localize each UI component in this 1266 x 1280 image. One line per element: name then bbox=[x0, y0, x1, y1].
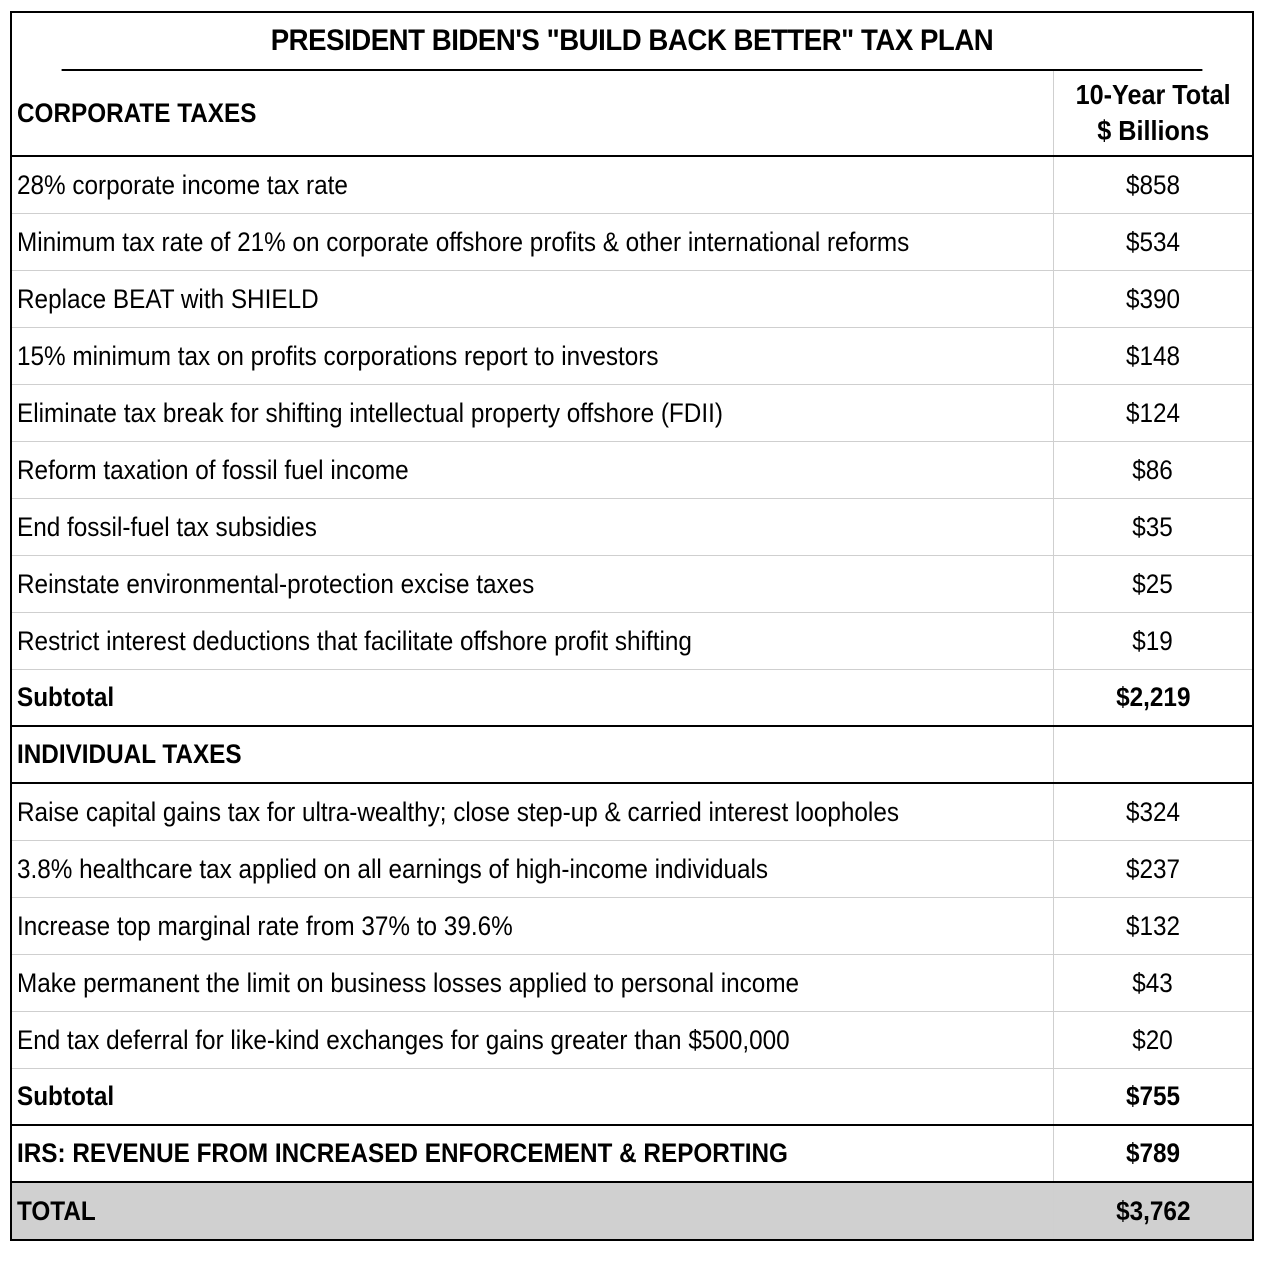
row-value bbox=[1054, 442, 1252, 498]
header-row bbox=[12, 71, 1252, 157]
row-value-text: $86 bbox=[1132, 454, 1174, 485]
table-row bbox=[12, 898, 1252, 955]
row-value-text: $858 bbox=[1125, 169, 1181, 200]
subtotal-value bbox=[1054, 670, 1252, 725]
row-value-text: $390 bbox=[1125, 283, 1181, 314]
row-label-text: Restrict interest deductions that facilitate offshore profit shifting bbox=[17, 625, 692, 656]
irs-value-text: $789 bbox=[1125, 1138, 1181, 1168]
row-label bbox=[12, 442, 1054, 498]
irs-row bbox=[12, 1126, 1252, 1183]
table-row bbox=[12, 499, 1252, 556]
row-label-text: Make permanent the limit on business losses applied to personal income bbox=[17, 967, 800, 998]
irs-label-text: IRS: REVENUE FROM INCREASED ENFORCEMENT & REPORTING bbox=[17, 1138, 788, 1168]
row-label bbox=[12, 841, 1054, 897]
subtotal-label bbox=[12, 1069, 1054, 1124]
table-row bbox=[12, 556, 1252, 613]
row-value-text: $20 bbox=[1132, 1024, 1174, 1055]
row-value bbox=[1054, 157, 1252, 213]
row-value-text: $35 bbox=[1132, 511, 1174, 542]
row-label bbox=[12, 613, 1054, 669]
individual-section-row bbox=[12, 727, 1252, 784]
row-value bbox=[1054, 1012, 1252, 1068]
row-value bbox=[1054, 328, 1252, 384]
table-row bbox=[12, 328, 1252, 385]
row-label bbox=[12, 214, 1054, 270]
row-label bbox=[12, 1012, 1054, 1068]
irs-label bbox=[12, 1126, 1054, 1181]
row-value bbox=[1054, 271, 1252, 327]
subtotal-value-text: $755 bbox=[1125, 1081, 1181, 1111]
subtotal-label-text: Subtotal bbox=[17, 682, 115, 712]
subtotal-label-text: Subtotal bbox=[17, 1081, 115, 1111]
table-title: PRESIDENT BIDEN'S "BUILD BACK BETTER" TAX PLAN bbox=[62, 13, 1203, 71]
total-value-text: $3,762 bbox=[1115, 1195, 1191, 1226]
row-label bbox=[12, 955, 1054, 1011]
row-value-text: $19 bbox=[1132, 625, 1174, 656]
row-label bbox=[12, 499, 1054, 555]
column-header-line1: 10-Year Total bbox=[1075, 79, 1231, 110]
row-label-text: Replace BEAT with SHIELD bbox=[17, 283, 319, 314]
empty-value-cell bbox=[1054, 727, 1252, 782]
row-label bbox=[12, 556, 1054, 612]
row-value-text: $43 bbox=[1132, 967, 1174, 998]
corporate-section-heading-text: CORPORATE TAXES bbox=[17, 97, 257, 128]
row-value-text: $148 bbox=[1125, 340, 1181, 371]
row-label-text: End tax deferral for like-kind exchanges for gains greater than $500,000 bbox=[17, 1024, 790, 1055]
row-value bbox=[1054, 898, 1252, 954]
tax-plan-table bbox=[10, 11, 1254, 1241]
row-label bbox=[12, 784, 1054, 840]
table-row bbox=[12, 157, 1252, 214]
row-value-text: $132 bbox=[1125, 910, 1181, 941]
row-value-text: $25 bbox=[1132, 568, 1174, 599]
row-label-text: Minimum tax rate of 21% on corporate offshore profits & other international reforms bbox=[17, 226, 910, 257]
total-value bbox=[1054, 1183, 1252, 1239]
individual-section-heading bbox=[12, 727, 1054, 782]
column-header-line2: $ Billions bbox=[1096, 115, 1210, 146]
row-label bbox=[12, 157, 1054, 213]
row-value bbox=[1054, 385, 1252, 441]
row-value-text: $124 bbox=[1125, 397, 1181, 428]
row-label-text: Reinstate environmental-protection excise taxes bbox=[17, 568, 535, 599]
table-row bbox=[12, 955, 1252, 1012]
row-label-text: Eliminate tax break for shifting intellectual property offshore (FDII) bbox=[17, 397, 723, 428]
row-label-text: End fossil-fuel tax subsidies bbox=[17, 511, 317, 542]
table-row bbox=[12, 1012, 1252, 1069]
total-label bbox=[12, 1183, 1054, 1239]
row-value-text: $534 bbox=[1125, 226, 1181, 257]
table-row bbox=[12, 442, 1252, 499]
row-label-text: 15% minimum tax on profits corporations report to investors bbox=[17, 340, 659, 371]
table-row bbox=[12, 214, 1252, 271]
table-row bbox=[12, 784, 1252, 841]
row-label bbox=[12, 328, 1054, 384]
subtotal-value-text: $2,219 bbox=[1115, 682, 1191, 712]
table-row bbox=[12, 613, 1252, 670]
individual-section-heading-text: INDIVIDUAL TAXES bbox=[17, 739, 242, 769]
row-value bbox=[1054, 499, 1252, 555]
row-value bbox=[1054, 841, 1252, 897]
corporate-subtotal-row bbox=[12, 670, 1252, 727]
row-value bbox=[1054, 955, 1252, 1011]
subtotal-label bbox=[12, 670, 1054, 725]
row-label-text: Increase top marginal rate from 37% to 39.6% bbox=[17, 910, 513, 941]
table-row bbox=[12, 385, 1252, 442]
row-value bbox=[1054, 214, 1252, 270]
corporate-section-heading bbox=[12, 71, 1054, 155]
row-value-text: $324 bbox=[1125, 796, 1181, 827]
row-label bbox=[12, 271, 1054, 327]
row-label-text: Raise capital gains tax for ultra-wealthy; close step-up & carried interest loopholes bbox=[17, 796, 899, 827]
row-value-text: $237 bbox=[1125, 853, 1181, 884]
row-value bbox=[1054, 613, 1252, 669]
row-label-text: Reform taxation of fossil fuel income bbox=[17, 454, 409, 485]
row-value bbox=[1054, 784, 1252, 840]
total-row bbox=[12, 1183, 1252, 1239]
column-header bbox=[1054, 71, 1252, 155]
table-row bbox=[12, 841, 1252, 898]
row-label-text: 3.8% healthcare tax applied on all earnings of high-income individuals bbox=[17, 853, 769, 884]
irs-value bbox=[1054, 1126, 1252, 1181]
table-row bbox=[12, 271, 1252, 328]
row-label bbox=[12, 898, 1054, 954]
individual-subtotal-row bbox=[12, 1069, 1252, 1126]
total-label-text: TOTAL bbox=[17, 1195, 96, 1226]
row-label bbox=[12, 385, 1054, 441]
row-label-text: 28% corporate income tax rate bbox=[17, 169, 348, 200]
subtotal-value bbox=[1054, 1069, 1252, 1124]
row-value bbox=[1054, 556, 1252, 612]
